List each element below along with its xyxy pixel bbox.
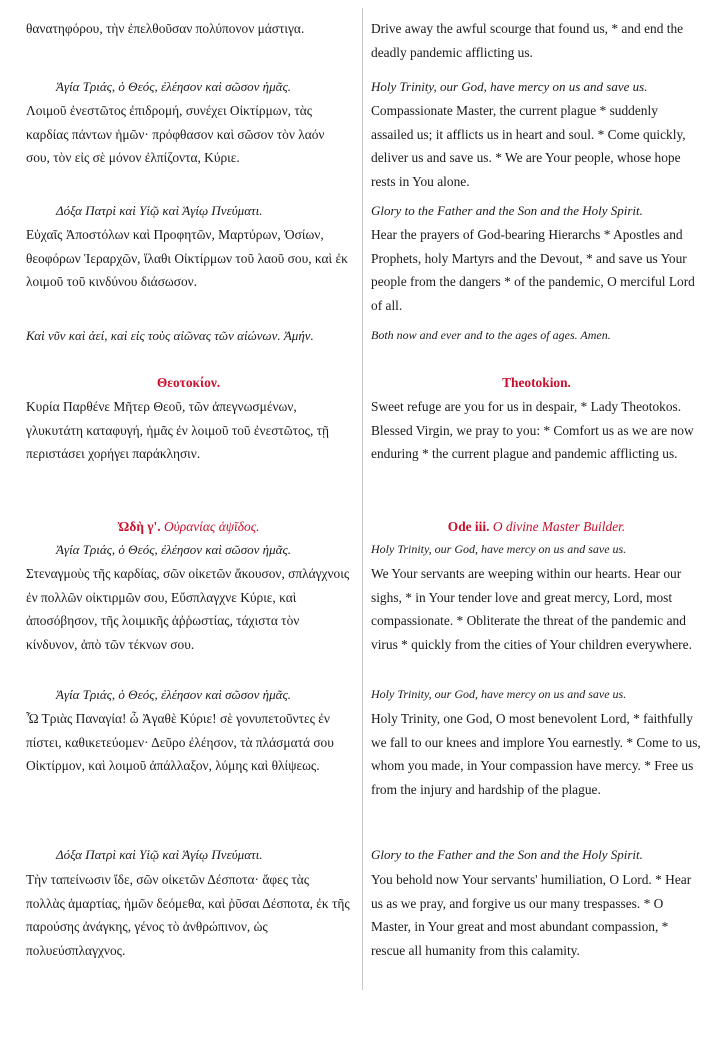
english-refrain-6 xyxy=(371,843,702,867)
english-stanza-2 xyxy=(371,99,702,193)
english-stanza-5 xyxy=(371,562,702,656)
greek-refrain: Δόξα Πατρὶ καὶ Υἱῷ καὶ Ἁγίῳ Πνεύματι. xyxy=(56,847,263,862)
greek-theotokion-title xyxy=(26,371,351,395)
english-refrain-5 xyxy=(371,683,702,707)
greek-text: Λοιμοῦ ἐνεστῶτος ἐπιδρομή, συνέχει Οἰκτίρμων, τὰς καρδίας πάντων ἡμῶν· πρόφθασον καὶ σῶσον τὸν λαόν σου, τὸν εἰς σὲ μόνον ἐλπίζοντα, Κύριε. xyxy=(26,103,325,166)
english-amen: Both now and ever and to the ages of ages. Amen. xyxy=(371,328,611,342)
ode-number: Ode iii. xyxy=(447,519,490,534)
greek-refrain-1 xyxy=(26,75,351,99)
english-text: Hear the prayers of God-bearing Hierarchs * Apostles and Prophets, holy Martyrs and the Devout, * and save us Your people from the dangers * of the pandemic, O merciful Lord of all. xyxy=(371,227,695,313)
english-stanza-6 xyxy=(371,707,702,801)
english-refrain-2 xyxy=(371,199,702,223)
greek-ode-title xyxy=(26,515,351,539)
section-title: Theotokion. xyxy=(502,375,571,390)
section-title xyxy=(26,515,351,539)
english-text: Holy Trinity, one God, O most benevolent Lord, * faithfully we fall to our knees and implore You earnestly. * Come to us, whom you made, in Your compassion have mercy. * Free us from the injury and hardship of the plague. xyxy=(371,711,701,797)
greek-refrain-2 xyxy=(26,199,351,223)
greek-refrain: Ἁγία Τριάς, ὁ Θεός, ἐλέησον καὶ σῶσον ἡμᾶς. xyxy=(56,687,291,702)
english-text: Sweet refuge are you for us in despair, * Lady Theotokos. Blessed Virgin, we pray to you: * Comfort us as we are now enduring * the current plague and pandemic afflicting us. xyxy=(371,399,694,462)
english-stanza-7 xyxy=(371,868,702,962)
ode-subtitle: Οὐρανίας ἁψῖδος. xyxy=(163,519,260,534)
english-stanza-4 xyxy=(371,395,702,466)
english-refrain: Glory to the Father and the Son and the Holy Spirit. xyxy=(371,847,643,862)
english-refrain: Holy Trinity, our God, have mercy on us and save us. xyxy=(371,687,627,701)
english-stanza-1 xyxy=(371,17,702,64)
english-refrain: Holy Trinity, our God, have mercy on us and save us. xyxy=(371,79,648,94)
english-refrain: Glory to the Father and the Son and the Holy Spirit. xyxy=(371,203,643,218)
english-refrain: Holy Trinity, our God, have mercy on us and save us. xyxy=(371,542,627,556)
greek-stanza-1 xyxy=(26,17,351,41)
greek-stanza-2 xyxy=(26,99,351,170)
english-refrain-4 xyxy=(371,538,702,562)
greek-refrain-4 xyxy=(26,538,351,562)
english-stanza-3 xyxy=(371,223,702,317)
greek-stanza-3 xyxy=(26,223,351,294)
greek-stanza-4 xyxy=(26,395,351,466)
greek-refrain: Δόξα Πατρὶ καὶ Υἱῷ καὶ Ἁγίῳ Πνεύματι. xyxy=(56,203,263,218)
english-text: We Your servants are weeping within our hearts. Hear our sighs, * in Your tender love and great mercy, Lord, most compassionate. * Obliterate the threat of the pandemic and virus * quickly from the cities of Your children everywhere. xyxy=(371,566,692,652)
greek-text: Κυρία Παρθένε Μῆτερ Θεοῦ, τῶν ἀπεγνωσμένων, γλυκυτάτη καταφυγή, ἡμᾶς ἐν λοιμοῦ τοῦ ἐνεστῶτος, τῇ περιστάσει χορήγει παράκλησιν. xyxy=(26,399,330,462)
greek-refrain-6 xyxy=(26,843,351,867)
greek-text: Στεναγμοὺς τῆς καρδίας, σῶν οἰκετῶν ἄκουσον, σπλάγχνοις ἐν πολλῶν οἰκτιρμῶν σου, Εὔσπλαγχνε Κύριε, καὶ ἀποσόβησον, τῆς λοιμικῆς ἀῤῥωστίας, τάχιστα τὸν κίνδυνον, ἀπὸ τῶν τέκνων σου. xyxy=(26,566,350,652)
section-title: Θεοτοκίον. xyxy=(156,375,221,390)
english-ode-title xyxy=(371,515,702,539)
greek-doxology xyxy=(26,324,351,348)
greek-stanza-5 xyxy=(26,562,351,656)
greek-text: θανατηφόρου, τὴν ἐπελθοῦσαν πολύπονον μάστιγα. xyxy=(26,21,305,36)
english-text: Drive away the awful scourge that found us, * and end the deadly pandemic afflicting us. xyxy=(371,21,684,60)
column-divider xyxy=(362,8,363,990)
greek-stanza-7 xyxy=(26,868,351,962)
greek-text: Τὴν ταπείνωσιν ἴδε, σῶν οἰκετῶν Δέσποτα· ἄφες τὰς πολλὰς ἁμαρτίας, ἡμῶν δεόμεθα, καὶ ῥῦσαι Δέσποτα, ἐκ τῆς παρούσης ἀνάγκης, γένος τὸ ἀνθρώπινον, ὡς πολυεύσπλαγχνος. xyxy=(26,872,350,958)
greek-refrain: Ἁγία Τριάς, ὁ Θεός, ἐλέησον καὶ σῶσον ἡμᾶς. xyxy=(56,542,291,557)
english-theotokion-title xyxy=(371,371,702,395)
english-text: Compassionate Master, the current plague * suddenly assailed us; it afflicts us in heart and soul. * Come quickly, deliver us and save us. * We are Your people, whose hope rests in You alone. xyxy=(371,103,686,189)
section-title xyxy=(371,515,702,539)
greek-amen: Καὶ νῦν καὶ ἀεί, καὶ εἰς τοὺς αἰῶνας τῶν αἰώνων. Ἀμήν. xyxy=(26,328,314,343)
greek-refrain-5 xyxy=(26,683,351,707)
greek-refrain: Ἁγία Τριάς, ὁ Θεός, ἐλέησον καὶ σῶσον ἡμᾶς. xyxy=(56,79,291,94)
english-text: You behold now Your servants' humiliation, O Lord. * Hear us as we pray, and forgive us our many trespasses. * O Master, in Your great and most abundant compassion, * rescue all humanity from this calamity. xyxy=(371,872,692,958)
english-refrain-1 xyxy=(371,75,702,99)
english-doxology xyxy=(371,324,702,348)
greek-text: Εὐχαῖς Ἀποστόλων καὶ Προφητῶν, Μαρτύρων, Ὁσίων, θεοφόρων Ἱεραρχῶν, ἵλαθι Οἰκτίρμων τοῦ λαοῦ σου, καὶ ἐκ λοιμοῦ τοῦ κινδύνου διάσωσον. xyxy=(26,227,348,290)
ode-subtitle: O divine Master Builder. xyxy=(492,519,626,534)
greek-stanza-6 xyxy=(26,707,351,778)
ode-number: Ὠδὴ γ'. xyxy=(117,519,161,534)
greek-text: Ὦ Τριὰς Παναγία! ὦ Ἀγαθὲ Κύριε! σὲ γονυπετοῦντες ἐν πίστει, καθικετεύομεν· Δεῦρο ἐλέησον, τὰ πλάσματά σου Οἰκτίρμον, καὶ λοιμοῦ ἀπάλλαξον, λύμης καὶ θλίψεως. xyxy=(26,711,334,774)
